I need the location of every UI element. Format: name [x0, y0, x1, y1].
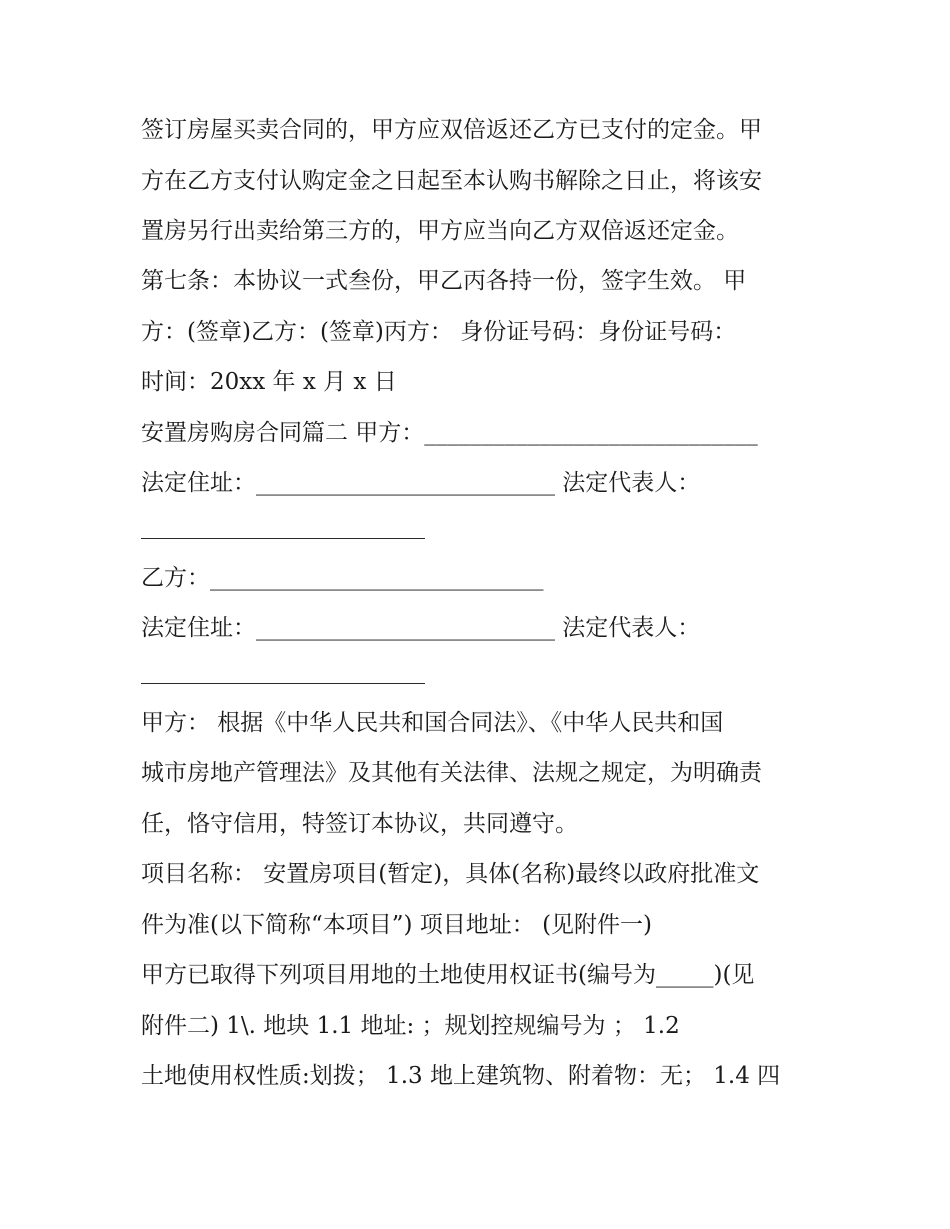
text-line: 甲方： 根据《中华人民共和国合同法》、《中华人民共和国: [141, 710, 724, 736]
text-line: 安置房购房合同篇二 甲方：_____________________________: [141, 420, 758, 446]
text-line: 置房另行出卖给第三方的，甲方应当向乙方双倍返还定金。: [141, 218, 739, 244]
text-line: 附件二) 1\. 地块 1.1 地址: ；规划控规编号为 ； 1.2: [141, 1013, 680, 1039]
text-line: 法定住址：__________________________ 法定代表人：: [141, 470, 701, 496]
text-line: 土地使用权性质:划拨； 1.3 地上建筑物、附着物：无； 1.4 四: [141, 1063, 781, 1089]
text-line: 城市房地产管理法》及其他有关法律、法规之规定，为明确责: [141, 760, 762, 786]
text-line: 项目名称： 安置房项目(暂定)，具体(名称)最终以政府批准文: [141, 861, 760, 887]
text-line: 件为准(以下简称“本项目”) 项目地址： (见附件一): [141, 912, 653, 938]
text-line: 任，恪守信用，特签订本协议，共同遵守。: [141, 811, 578, 837]
text-line: 签订房屋买卖合同的，甲方应双倍返还乙方已支付的定金。甲: [141, 117, 762, 143]
text-line: 乙方：_____________________________: [141, 565, 544, 591]
text-line: 方在乙方支付认购定金之日起至本认购书解除之日止，将该安: [141, 168, 762, 194]
text-line: 方：(签章)乙方：(签章)丙方： 身份证号码：身份证号码：: [141, 319, 737, 345]
text-line: 第七条：本协议一式叁份，甲乙丙各持一份，签字生效。 甲: [141, 268, 747, 294]
text-line: 时间：20xx 年 x 月 x 日: [141, 369, 397, 395]
text-line: 甲方已取得下列项目用地的土地使用权证书(编号为_____)(见: [141, 962, 755, 988]
text-line: 法定住址：__________________________ 法定代表人：: [141, 615, 701, 641]
signature-blank-line: [141, 683, 425, 684]
signature-blank-line: [141, 538, 425, 539]
